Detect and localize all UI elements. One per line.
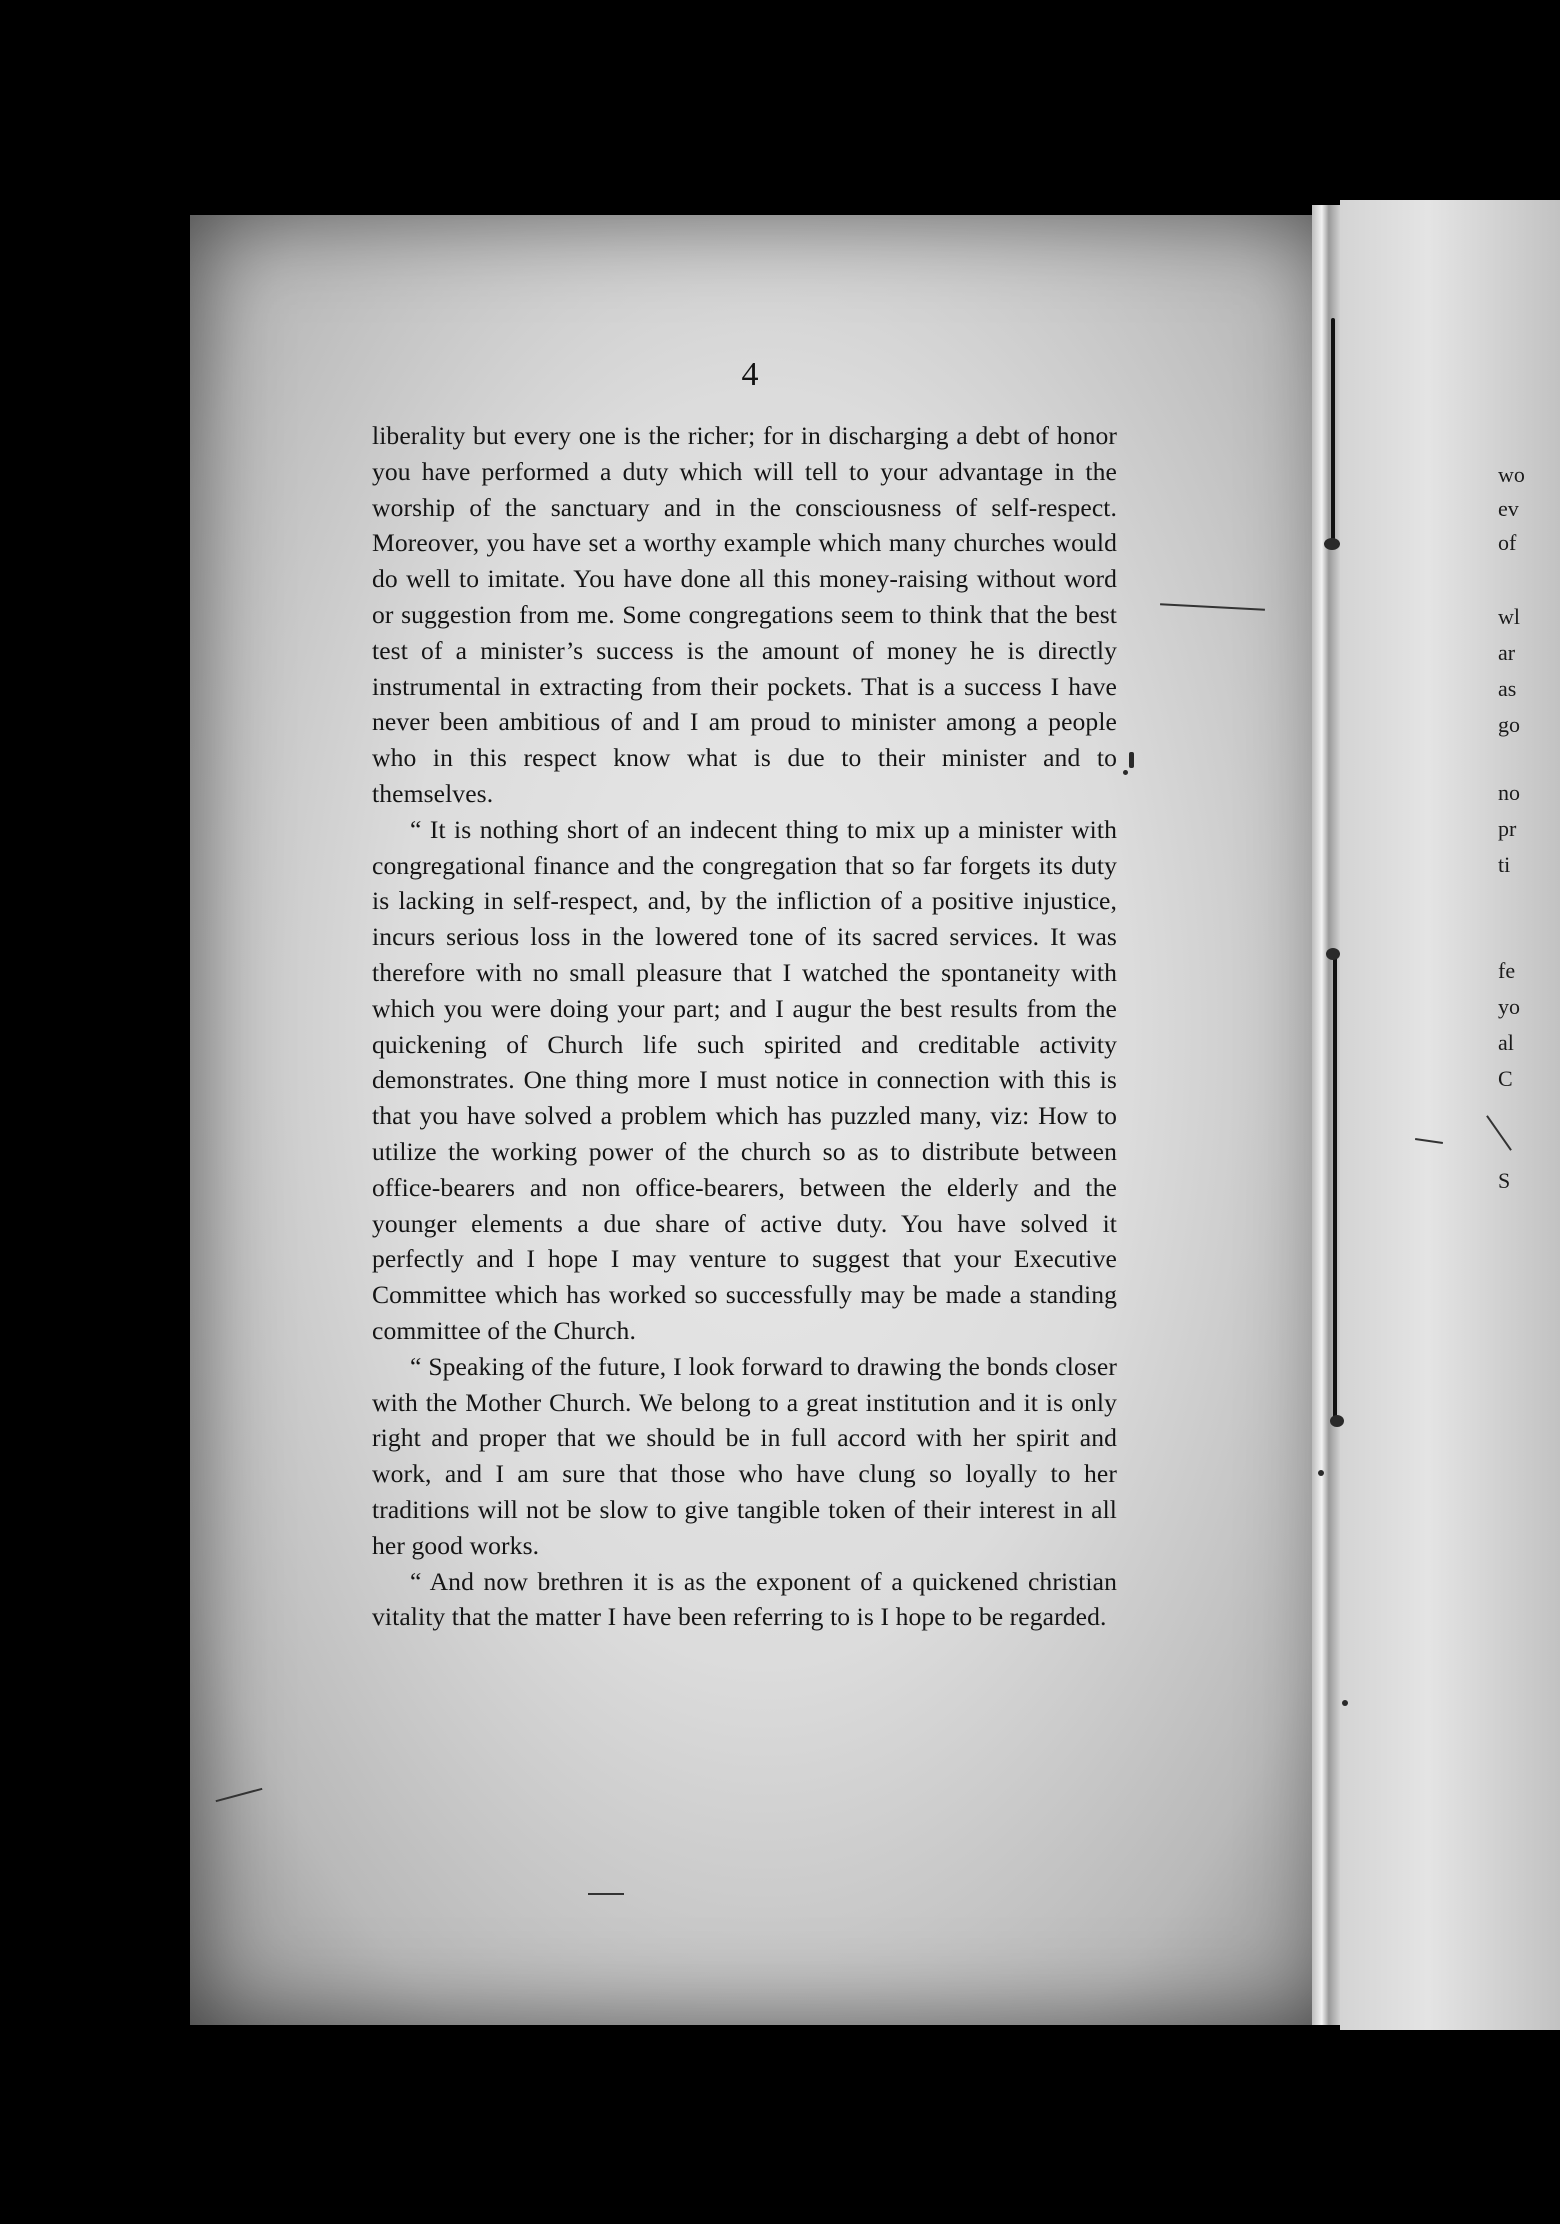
right-page: [1340, 200, 1560, 2030]
right-page-fragment: of: [1498, 530, 1517, 555]
body-text: [372, 418, 1117, 1635]
binding-thread: [1333, 950, 1337, 1420]
binding-knot: [1330, 1415, 1344, 1427]
right-page-fragment: pr: [1498, 816, 1517, 841]
paragraph: “ It is nothing short of an indecent thing to mix up a minister with congregational finance and the congregation that so far forgets its duty is lacking in self-respect, and, by the infliction of a positive injustice, incurs serious loss in the lowered tone of its sacred services. It was therefore with no small pleasure that I watched the spontaneity with which you were doing your part; and I augur the best results from the quickening of Church life such spirited and creditable activity demonstrates. One thing more I must notice in connection with this is that you have solved a problem which has puzzled many, viz: How to utilize the working power of the church so as to distribute between office-bearers and non office-bearers, between the elderly and the younger elements a due share of active duty. You have solved it perfectly and I hope I may venture to suggest that your Executive Committee which has worked so successfully may be made a standing committee of the Church.: [372, 814, 1117, 1345]
paper-speck: [1129, 752, 1134, 768]
stray-mark: [588, 1893, 624, 1895]
paragraph: “ Speaking of the future, I look forward to drawing the bonds closer with the Mother Church. We belong to a great institution and it is only right and proper that we should be in full accord with her spirit and work, and I am sure that those who have clung so loyally to her traditions will not be slow to give tangible token of their interest in all her good works.: [372, 1351, 1117, 1560]
paragraph: liberality but every one is the richer; for in discharging a debt of honor you have performed a duty which will tell to your advantage in the worship of the sanctuary and in the consciousness of self-respect. Moreover, you have set a worthy example which many churches would do well to imitate. You have done all this money-raising without word or suggestion from me. Some congregations seem to think that the best test of a minister’s success is the amount of money he is directly instrumental in extracting from their pockets. That is a success I have never been ambitious of and I am proud to minister among a people who in this respect know what is due to their minister and to themselves.: [372, 421, 1117, 808]
paper-speck: [1342, 1700, 1348, 1706]
right-page-fragment: fe: [1498, 958, 1516, 983]
right-page-fragment: as: [1498, 676, 1517, 701]
right-page-fragment: ar: [1498, 640, 1516, 665]
right-page-fragment: wl: [1498, 604, 1520, 629]
page-number: 4: [741, 356, 759, 393]
right-page-fragment: no: [1498, 780, 1520, 805]
binding-knot: [1326, 948, 1340, 960]
right-page-fragment: yo: [1498, 994, 1520, 1019]
right-page-fragment: C: [1498, 1066, 1513, 1091]
paper-speck: [1318, 1470, 1324, 1476]
right-page-fragment: al: [1498, 1030, 1514, 1055]
right-page-fragment: S: [1498, 1168, 1511, 1193]
paper-speck: [1123, 770, 1128, 775]
right-page-fragment: go: [1498, 712, 1520, 737]
right-page-fragment: wo: [1498, 462, 1525, 487]
right-page-fragment: ev: [1498, 496, 1519, 521]
binding-thread: [1331, 318, 1335, 543]
binding-knot: [1324, 538, 1340, 550]
right-page-fragment: ti: [1498, 852, 1511, 877]
paragraph: “ And now brethren it is as the exponent of a quickened christian vitality that the matter I have been referring to is I hope to be regarded.: [372, 1566, 1117, 1632]
